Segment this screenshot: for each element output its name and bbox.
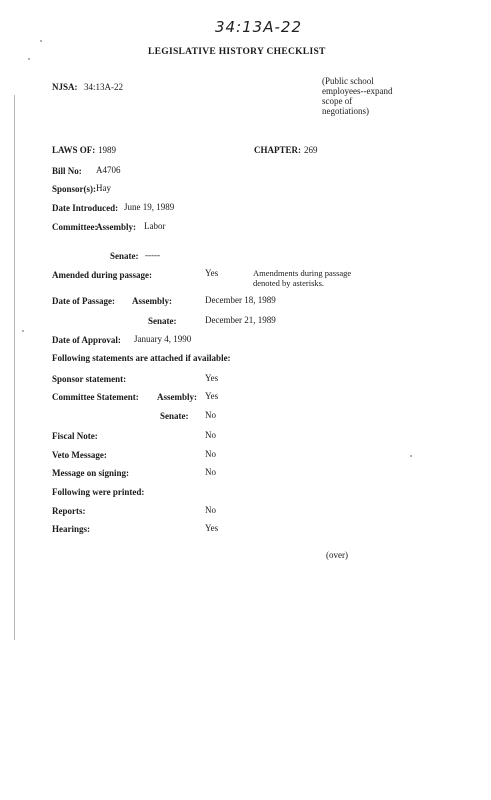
bill-no-value: A4706 bbox=[96, 165, 121, 175]
over-marker: (over) bbox=[326, 550, 348, 560]
amended-value: Yes bbox=[205, 268, 219, 278]
committee-assembly-label: Assembly: bbox=[96, 222, 136, 232]
scan-speck bbox=[22, 330, 24, 332]
amended-note: Amendments during passage denoted by asterisks. bbox=[253, 268, 352, 288]
message-on-signing-label: Message on signing: bbox=[52, 468, 130, 478]
message-on-signing-value: No bbox=[205, 467, 216, 477]
handwritten-reference: 34:13A-22 bbox=[215, 18, 302, 36]
fiscal-note-label: Fiscal Note: bbox=[52, 431, 98, 441]
bill-no-label: Bill No: bbox=[52, 166, 82, 176]
fiscal-note-value: No bbox=[205, 430, 216, 440]
sponsor-statement-value: Yes bbox=[205, 373, 219, 383]
njsa-label: NJSA: bbox=[52, 82, 78, 92]
committee-senate-label: Senate: bbox=[110, 251, 139, 261]
committee-statement-assembly-label: Assembly: bbox=[157, 392, 197, 402]
committee-statement-label: Committee Statement: bbox=[52, 392, 139, 402]
committee-senate-value: ----- bbox=[145, 250, 160, 260]
committee-statement-senate-label: Senate: bbox=[160, 411, 189, 421]
hearings-value: Yes bbox=[205, 523, 219, 533]
date-of-passage-label: Date of Passage: bbox=[52, 296, 115, 306]
committee-label: Committee: bbox=[52, 222, 98, 232]
hearings-label: Hearings: bbox=[52, 524, 90, 534]
committee-statement-assembly-value: Yes bbox=[205, 391, 219, 401]
scan-speck bbox=[40, 40, 42, 42]
passage-senate-value: December 21, 1989 bbox=[205, 315, 276, 325]
committee-statement-senate-value: No bbox=[205, 410, 216, 420]
njsa-value: 34:13A-22 bbox=[84, 82, 123, 92]
sponsors-value: Hay bbox=[96, 183, 111, 193]
chapter-label: CHAPTER: bbox=[254, 145, 301, 155]
sponsors-label: Sponsor(s): bbox=[52, 184, 97, 194]
sponsor-statement-label: Sponsor statement: bbox=[52, 374, 127, 384]
date-of-approval-value: January 4, 1990 bbox=[134, 334, 192, 344]
date-of-approval-label: Date of Approval: bbox=[52, 335, 121, 345]
laws-of-label: LAWS OF: bbox=[52, 145, 96, 155]
veto-message-label: Veto Message: bbox=[52, 450, 107, 460]
date-introduced-label: Date Introduced: bbox=[52, 203, 119, 213]
passage-senate-label: Senate: bbox=[148, 316, 177, 326]
reports-label: Reports: bbox=[52, 506, 86, 516]
left-margin-scan-line bbox=[14, 95, 15, 640]
statements-heading: Following statements are attached if available: bbox=[52, 353, 231, 363]
printed-heading: Following were printed: bbox=[52, 487, 145, 497]
reports-value: No bbox=[205, 505, 216, 515]
committee-assembly-value: Labor bbox=[144, 221, 166, 231]
passage-assembly-value: December 18, 1989 bbox=[205, 295, 276, 305]
laws-of-value: 1989 bbox=[98, 145, 116, 155]
njsa-description: (Public school employees--expand scope of negotiations) bbox=[322, 76, 393, 116]
passage-assembly-label: Assembly: bbox=[132, 296, 172, 306]
scan-speck bbox=[28, 58, 30, 60]
page-title: LEGISLATIVE HISTORY CHECKLIST bbox=[148, 47, 326, 57]
scan-speck bbox=[410, 455, 412, 457]
veto-message-value: No bbox=[205, 449, 216, 459]
chapter-value: 269 bbox=[304, 145, 318, 155]
date-introduced-value: June 19, 1989 bbox=[124, 202, 175, 212]
amended-label: Amended during passage: bbox=[52, 270, 153, 280]
